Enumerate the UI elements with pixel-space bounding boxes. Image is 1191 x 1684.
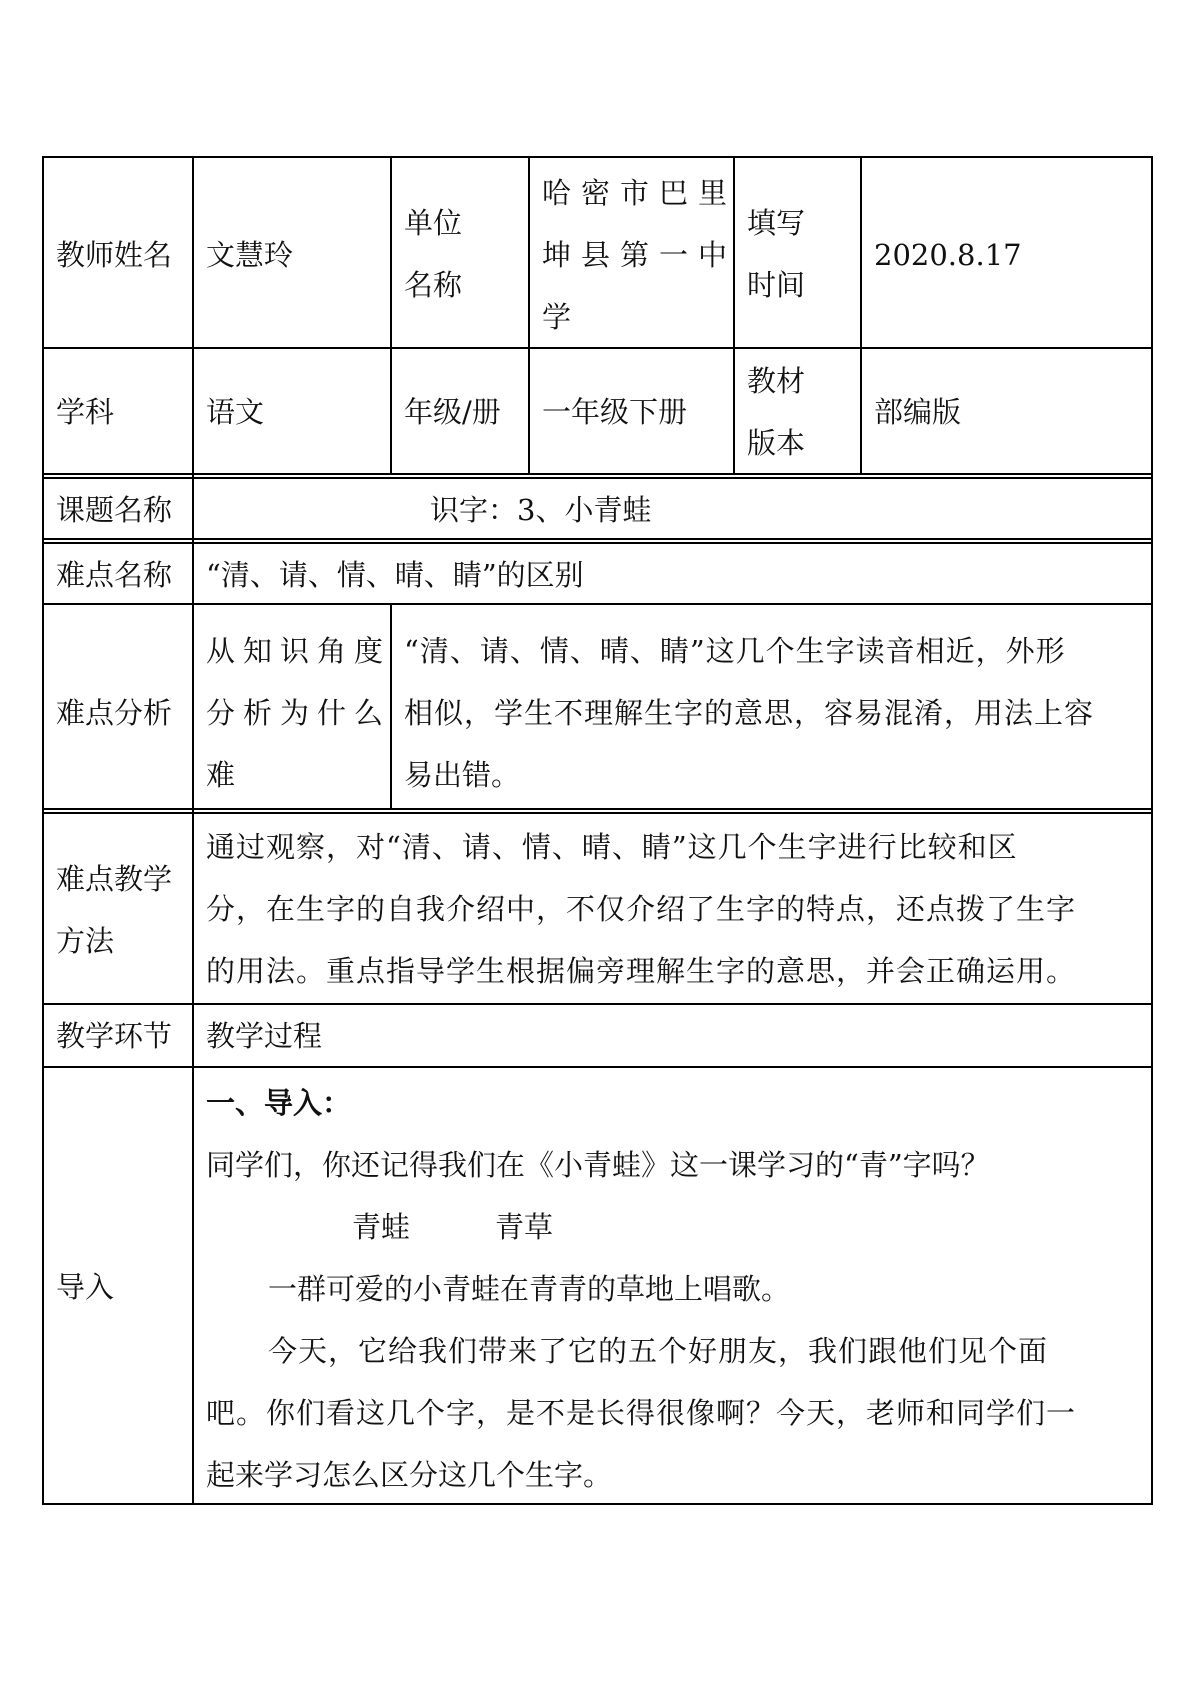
topic-value: 识字：3、小青蛙	[430, 493, 652, 527]
analysis-label: 难点分析	[56, 696, 173, 730]
fill-time-label-line-2: 时间	[747, 268, 806, 302]
analysis-angle-line-3: 难	[206, 758, 236, 792]
intro-heading: 一、导入：	[206, 1086, 352, 1120]
method-text-line-2: 分，在生字的自我介绍中，不仅介绍了生字的特点，还点拨了生字	[206, 892, 1077, 926]
unit-name-value-line-1: 哈密市巴里	[542, 176, 738, 210]
process-step-header: 教学环节	[56, 1019, 173, 1053]
unit-name-value-line-3: 学	[542, 300, 572, 334]
method-text-line-3: 的用法。重点指导学生根据偏旁理解生字的意思，并会正确运用。	[206, 954, 1077, 988]
analysis-angle-line-1: 从知识角度	[206, 634, 392, 668]
column-divider	[192, 156, 194, 1505]
unit-name-value-line-2: 坤县第一中	[542, 238, 738, 272]
table-border-right	[1151, 156, 1153, 1505]
row-divider	[42, 473, 1153, 475]
row-divider	[42, 347, 1153, 349]
column-divider	[390, 156, 392, 475]
column-divider	[528, 156, 530, 475]
table-border-left	[42, 156, 44, 1505]
intro-text-line-5: 吧。你们看这几个字，是不是长得很像啊？今天，老师和同学们一	[206, 1396, 1077, 1430]
process-content-header: 教学过程	[206, 1019, 323, 1053]
intro-text-line-6: 起来学习怎么区分这几个生字。	[206, 1458, 613, 1492]
teacher-name-value: 文慧玲	[206, 238, 294, 272]
intro-word-1: 青蛙	[352, 1210, 411, 1244]
analysis-text-line-1: “清、请、情、晴、睛”这几个生字读音相近，外形	[404, 634, 1066, 668]
difficulty-label: 难点名称	[56, 558, 173, 592]
grade-label: 年级/册	[404, 395, 501, 429]
textbook-edition-value: 部编版	[874, 395, 962, 429]
method-label-line-2: 方法	[56, 924, 115, 958]
analysis-angle-line-2: 分析为什么	[206, 696, 392, 730]
intro-text-line-4: 今天，它给我们带来了它的五个好朋友，我们跟他们见个面	[268, 1334, 1049, 1368]
unit-name-label-line-1: 单位	[404, 206, 463, 240]
intro-word-2: 青草	[495, 1210, 554, 1244]
intro-text-line-1: 同学们，你还记得我们在《小青蛙》这一课学习的“青”字吗？	[206, 1148, 990, 1182]
row-divider	[42, 812, 1153, 814]
method-label-line-1: 难点教学	[56, 862, 173, 896]
textbook-edition-label-line-1: 教材	[747, 364, 806, 398]
column-divider	[860, 156, 862, 475]
intro-label: 导入	[56, 1270, 115, 1304]
analysis-text-line-2: 相似，学生不理解生字的意思，容易混淆，用法上容	[404, 696, 1095, 730]
subject-label: 学科	[56, 395, 115, 429]
fill-time-value: 2020.8.17	[874, 238, 1022, 272]
unit-name-label-line-2: 名称	[404, 268, 463, 302]
analysis-text-line-3: 易出错。	[404, 758, 521, 792]
textbook-edition-label-line-2: 版本	[747, 426, 806, 460]
difficulty-value: “清、请、情、晴、睛”的区别	[206, 558, 584, 592]
method-text-line-1: 通过观察，对“清、请、情、晴、睛”这几个生字进行比较和区	[206, 830, 1018, 864]
teacher-name-label: 教师姓名	[56, 238, 173, 272]
subject-value: 语文	[206, 395, 265, 429]
topic-label: 课题名称	[56, 493, 173, 527]
row-divider	[42, 808, 1153, 810]
intro-text-line-3: 一群可爱的小青蛙在青青的草地上唱歌。	[268, 1272, 791, 1306]
fill-time-label-line-1: 填写	[747, 206, 806, 240]
grade-value: 一年级下册	[542, 395, 688, 429]
table-border-top	[42, 156, 1153, 158]
